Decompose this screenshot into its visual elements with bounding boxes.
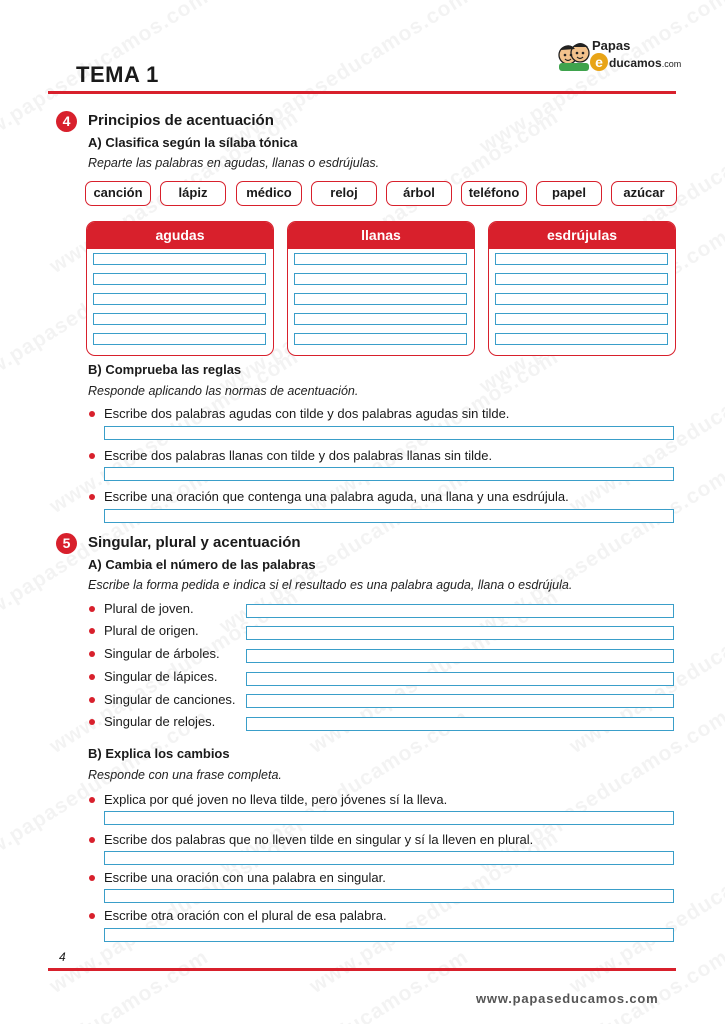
watermark-text xyxy=(476,0,725,159)
instruction-text: Responde aplicando las normas de acentuación. xyxy=(88,384,359,398)
answer-line[interactable] xyxy=(495,253,668,265)
answer-line[interactable] xyxy=(495,313,668,325)
question-item: Singular de lápices. xyxy=(104,669,218,684)
word-chip[interactable]: reloj xyxy=(311,181,377,206)
answer-field[interactable] xyxy=(104,851,674,865)
answer-field[interactable] xyxy=(104,509,674,523)
answer-line[interactable] xyxy=(495,273,668,285)
logo-text-papas: Papas xyxy=(592,38,631,53)
site-logo xyxy=(557,36,682,76)
watermark-text xyxy=(216,945,473,1024)
column-header: esdrújulas xyxy=(489,222,675,249)
answer-line[interactable] xyxy=(93,293,266,305)
question-item: Plural de origen. xyxy=(104,623,199,638)
subsection-title: B) Comprueba las reglas xyxy=(88,362,242,377)
word-chip[interactable]: médico xyxy=(236,181,302,206)
watermark-text xyxy=(0,945,213,1024)
page-title: TEMA 1 xyxy=(76,62,159,87)
answer-field[interactable] xyxy=(246,672,674,686)
watermark-text xyxy=(476,945,725,1024)
answer-line[interactable] xyxy=(294,273,467,285)
subsection-title: A) Cambia el número de las palabras xyxy=(88,557,316,572)
column-esdrujulas xyxy=(488,221,676,356)
answer-field[interactable] xyxy=(104,426,674,440)
section-number-badge: 5 xyxy=(56,533,77,554)
page-number: 4 xyxy=(59,950,66,964)
answer-field[interactable] xyxy=(246,604,674,618)
answer-field[interactable] xyxy=(246,649,674,663)
word-chip[interactable]: papel xyxy=(536,181,602,206)
question-item: Plural de joven. xyxy=(104,601,194,616)
question-item: Escribe otra oración con el plural de esa palabra. xyxy=(104,908,387,923)
section-title: Principios de acentuación xyxy=(88,112,274,129)
answer-line[interactable] xyxy=(294,333,467,345)
column-agudas xyxy=(86,221,274,356)
answer-field[interactable] xyxy=(104,889,674,903)
word-chip[interactable]: canción xyxy=(85,181,151,206)
answer-field[interactable] xyxy=(104,811,674,825)
question-item: Escribe dos palabras llanas con tilde y dos palabras llanas sin tilde. xyxy=(104,448,493,463)
question-item: Escribe dos palabras agudas con tilde y dos palabras agudas sin tilde. xyxy=(104,406,510,421)
logo-e-badge: e xyxy=(590,53,608,71)
logo-text-educamos: ducamos.com xyxy=(609,56,682,70)
answer-line[interactable] xyxy=(93,273,266,285)
footer-url[interactable]: www.papaseducamos.com xyxy=(476,991,659,1006)
word-chip[interactable]: azúcar xyxy=(611,181,677,206)
instruction-text: Escribe la forma pedida e indica si el resultado es una palabra aguda, llana o esdrújula. xyxy=(88,578,573,592)
header-divider xyxy=(48,91,676,94)
instruction-text: Responde con una frase completa. xyxy=(88,768,282,782)
answer-line[interactable] xyxy=(294,293,467,305)
word-chip[interactable]: árbol xyxy=(386,181,452,206)
footer-divider xyxy=(48,968,676,971)
word-chip[interactable]: lápiz xyxy=(160,181,226,206)
family-faces-icon xyxy=(557,38,591,72)
answer-line[interactable] xyxy=(294,313,467,325)
answer-field[interactable] xyxy=(246,626,674,640)
answer-field[interactable] xyxy=(104,467,674,481)
question-item: Escribe una oración con una palabra en singular. xyxy=(104,870,386,885)
answer-field[interactable] xyxy=(104,928,674,942)
section-title: Singular, plural y acentuación xyxy=(88,534,301,551)
section-number-badge: 4 xyxy=(56,111,77,132)
question-item: Singular de canciones. xyxy=(104,692,236,707)
question-item: Explica por qué joven no lleva tilde, pero jóvenes sí la lleva. xyxy=(104,792,448,807)
question-item: Escribe una oración que contenga una palabra aguda, una llana y una esdrújula. xyxy=(104,489,569,504)
word-chip[interactable]: teléfono xyxy=(461,181,527,206)
question-item: Singular de árboles. xyxy=(104,646,220,661)
answer-line[interactable] xyxy=(93,313,266,325)
subsection-title: A) Clasifica según la sílaba tónica xyxy=(88,135,298,150)
answer-line[interactable] xyxy=(495,293,668,305)
column-header: llanas xyxy=(288,222,474,249)
answer-field[interactable] xyxy=(246,717,674,731)
answer-line[interactable] xyxy=(93,253,266,265)
subsection-title: B) Explica los cambios xyxy=(88,746,230,761)
question-item: Singular de relojes. xyxy=(104,714,216,729)
column-header: agudas xyxy=(87,222,273,249)
answer-field[interactable] xyxy=(246,694,674,708)
question-item: Escribe dos palabras que no lleven tilde en singular y sí la lleven en plural. xyxy=(104,832,534,847)
answer-line[interactable] xyxy=(93,333,266,345)
answer-line[interactable] xyxy=(294,253,467,265)
column-llanas xyxy=(287,221,475,356)
answer-line[interactable] xyxy=(495,333,668,345)
instruction-text: Reparte las palabras en agudas, llanas o esdrújulas. xyxy=(88,156,380,170)
